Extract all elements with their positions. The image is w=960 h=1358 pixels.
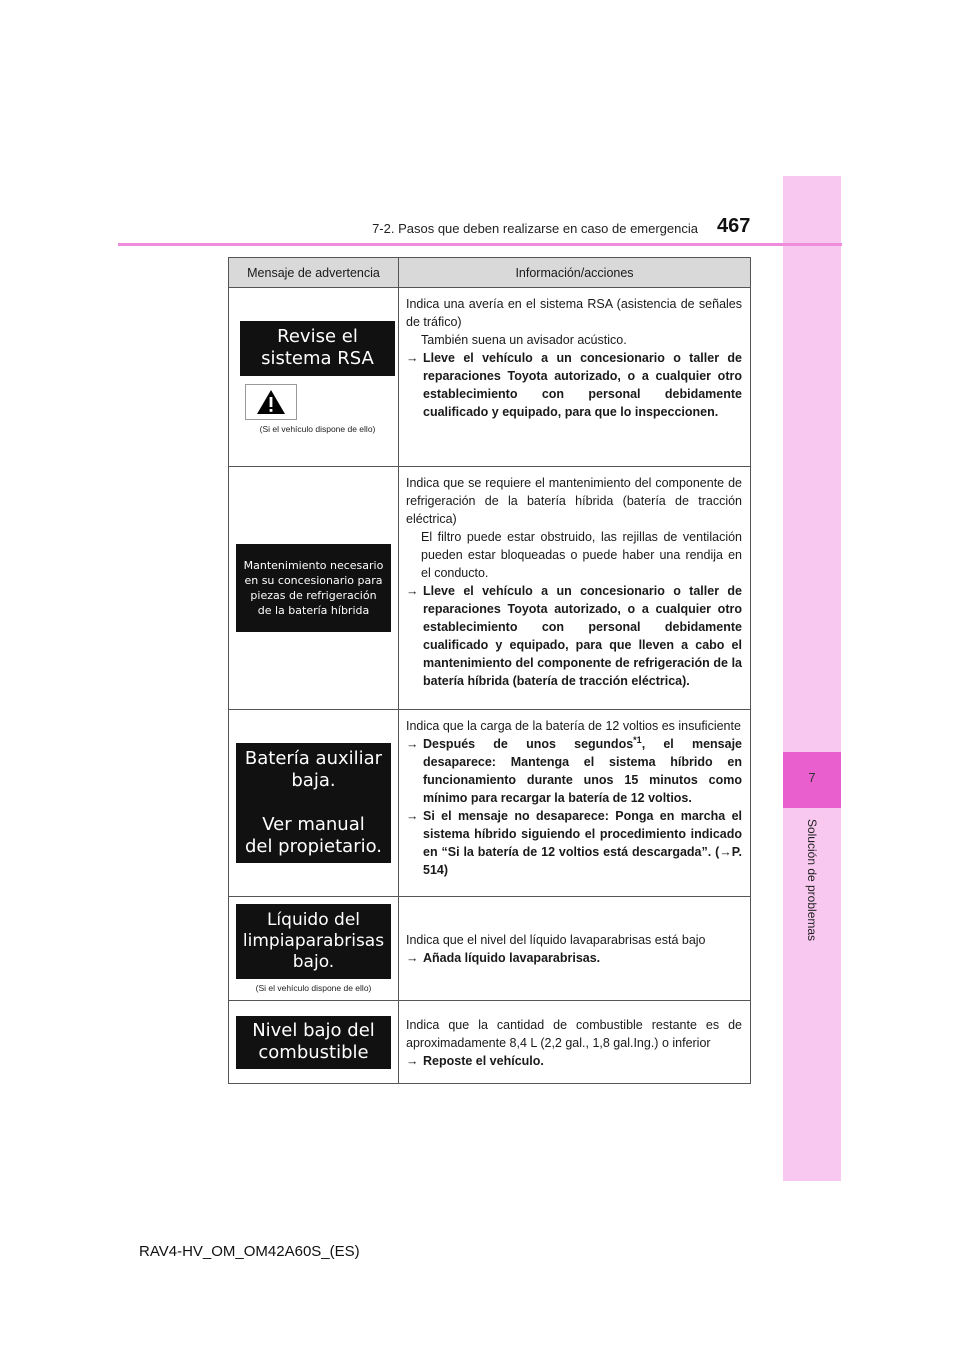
header-rule bbox=[118, 243, 842, 246]
chapter-side-tab bbox=[783, 176, 841, 1181]
table-row bbox=[229, 710, 751, 897]
arrow-icon: → bbox=[406, 1053, 419, 1068]
table-header-row bbox=[229, 258, 751, 288]
description: Indica una avería en el sistema RSA (asistencia de señales de tráfico) bbox=[406, 297, 742, 329]
column-header-info: Información/acciones bbox=[399, 258, 751, 288]
warning-message-table bbox=[228, 257, 751, 1084]
info-cell bbox=[399, 710, 751, 897]
warning-display: Líquido del limpiaparabrisas bajo. bbox=[236, 904, 391, 979]
chapter-number: 7 bbox=[808, 770, 816, 785]
action-item bbox=[406, 807, 742, 879]
chapter-label: Solución de problemas bbox=[805, 818, 819, 942]
column-header-message: Mensaje de advertencia bbox=[229, 258, 399, 288]
description: Indica que la carga de la batería de 12 voltios es insuficiente bbox=[406, 719, 741, 733]
message-cell bbox=[229, 710, 399, 897]
description: Indica que se requiere el mantenimiento del componente de refrigeración de la batería híbrida (batería de tracción eléctrica) bbox=[406, 476, 742, 526]
info-cell bbox=[399, 467, 751, 710]
page-number: 467 bbox=[717, 215, 751, 237]
info-cell bbox=[399, 897, 751, 1001]
arrow-icon: → bbox=[406, 584, 419, 598]
warning-display: Revise el sistema RSA bbox=[240, 321, 395, 376]
action-text: Después de unos segundos bbox=[423, 737, 634, 751]
arrow-icon: → bbox=[406, 809, 419, 823]
warning-display: Mantenimiento necesario en su concesionario para piezas de refrigeración de la batería híbrida bbox=[236, 544, 391, 632]
message-cell bbox=[229, 897, 399, 1001]
arrow-icon: → bbox=[406, 351, 419, 365]
detail: El filtro puede estar obstruido, las rejillas de ventilación pueden estar bloqueadas o puede haber una rendija en el conducto. bbox=[421, 530, 742, 580]
arrow-icon: → bbox=[406, 951, 419, 965]
message-cell bbox=[229, 288, 399, 467]
action-text: Lleve el vehículo a un concesionario o taller de reparaciones Toyota autorizado, o a cualquier otro establecimiento con personal debidamente cualificado y equipado, para que lo inspeccionen. bbox=[423, 351, 742, 419]
footnote-mark: *1 bbox=[633, 734, 642, 745]
warning-display: Nivel bajo del combustible bbox=[236, 1016, 391, 1069]
action-text: Añada líquido lavaparabrisas. bbox=[423, 951, 601, 965]
table-row bbox=[229, 1001, 751, 1084]
action-text: Reposte el vehículo. bbox=[423, 1053, 544, 1068]
action-text: Si el mensaje no desaparece: Ponga en marcha el sistema híbrido siguiendo el procedimiento indicado en “Si la batería de 12 voltios está descargada”. (→P. 514) bbox=[423, 809, 742, 877]
availability-note: (Si el vehículo dispone de ello) bbox=[255, 983, 372, 993]
action-item bbox=[406, 582, 742, 690]
description: Indica que el nivel del líquido lavaparabrisas está bajo bbox=[406, 933, 706, 947]
arrow-icon: → bbox=[406, 737, 419, 751]
action-text: , el mensaje desaparece: Mantenga el sistema híbrido en funcionamiento durante unos 15 minutos como mínimo para recargar la batería de 12 voltios. bbox=[423, 737, 742, 805]
detail: También suena un avisador acústico. bbox=[421, 333, 627, 347]
action-item bbox=[406, 1052, 742, 1070]
document-code: RAV4-HV_OM_OM42A60S_(ES) bbox=[139, 1243, 360, 1260]
action-item bbox=[406, 949, 742, 967]
warning-display: Batería auxiliar baja. Ver manual del propietario. bbox=[236, 743, 391, 863]
table-row bbox=[229, 288, 751, 467]
action-text: Lleve el vehículo a un concesionario o taller de reparaciones Toyota autorizado, o a cualquier otro establecimiento con personal debidamente cualificado y equipado, para que lleven a cabo el mantenimiento del componente de refrigeración de la batería híbrida (batería de tracción eléctrica). bbox=[423, 584, 742, 688]
section-title: 7-2. Pasos que deben realizarse en caso de emergencia bbox=[372, 221, 698, 236]
table-row bbox=[229, 897, 751, 1001]
info-cell bbox=[399, 288, 751, 467]
message-cell bbox=[229, 467, 399, 710]
action-item bbox=[406, 349, 742, 421]
availability-note: (Si el vehículo dispone de ello) bbox=[259, 423, 376, 434]
description: Indica que la cantidad de combustible restante es de aproximadamente 8,4 L (2,2 gal., 1,8 gal.Ing.) o inferior bbox=[406, 1017, 742, 1050]
warning-triangle-icon bbox=[245, 384, 297, 420]
action-item bbox=[406, 735, 742, 807]
table-row bbox=[229, 467, 751, 710]
info-cell bbox=[399, 1001, 751, 1084]
message-cell bbox=[229, 1001, 399, 1084]
